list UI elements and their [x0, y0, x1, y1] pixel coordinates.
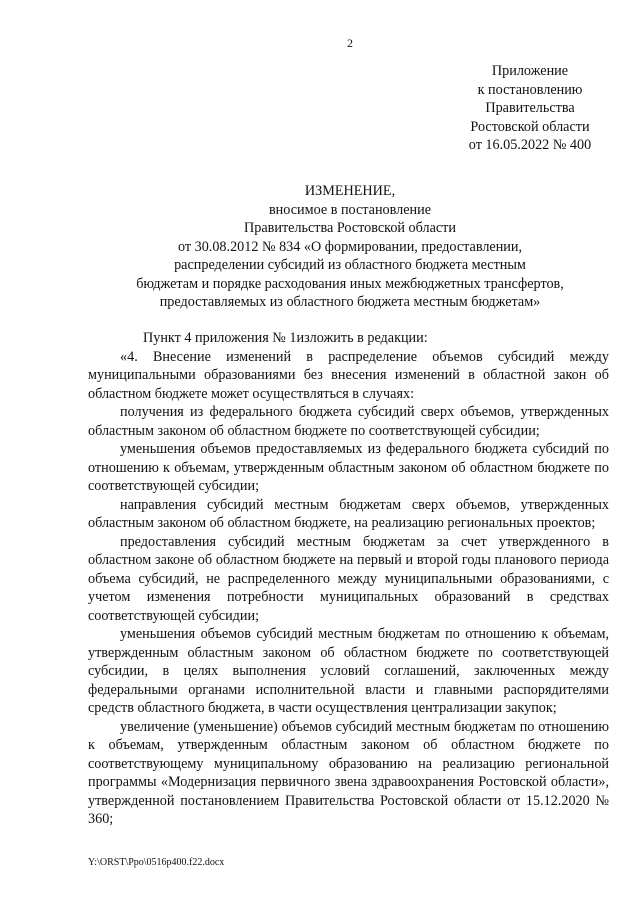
approval-line: Правительства: [485, 100, 575, 116]
title-line: Правительства Ростовской области: [244, 220, 456, 236]
title-line: от 30.08.2012 № 834 «О формировании, предоставлении,: [177, 238, 523, 255]
title-line: распределении субсидий из областного бюджета местным: [174, 257, 526, 273]
intro-paragraph: Пункт 4 приложения № 1изложить в редакции:: [143, 330, 428, 346]
title-heading: ИЗМЕНЕНИЕ,: [304, 183, 396, 199]
body-paragraph: получения из федерального бюджета субсидий сверх объемов, утвержденных областным законом об областном бюджете по соответствующей субсидии;: [88, 404, 609, 439]
body-paragraph: увеличение (уменьшение) объемов субсидий местным бюджетам по отношению к объемам, утвержденным областным законом об областном бюджете по соответствующему муниципальному образованию на реализацию региональной программы «Модернизация первичного звена здравоохранения Ростовской области», утвержденной постановлением Правительства Ростовской области от 15.12.2020 № 360;: [88, 718, 609, 827]
approval-line: от 16.05.2022 № 400: [468, 137, 592, 153]
body-paragraph: предоставления субсидий местным бюджетам за счет утвержденного в областном законе об областном бюджете на первый и второй годы планового периода объема субсидий, не распределенного между муниципальными образованиями, с учетом изменения потребности муниципальных образований в средствах соответствующей субсидии;: [88, 533, 609, 624]
approval-line: к постановлению: [477, 81, 583, 98]
document-body: [88, 329, 609, 829]
document-title: [90, 182, 610, 312]
body-paragraph: направления субсидий местным бюджетам сверх объемов, утвержденных областным законом об областном бюджете, на реализацию региональных проектов;: [88, 496, 609, 531]
approval-line: Ростовской области: [470, 118, 590, 135]
approval-line: Приложение: [491, 63, 569, 79]
page-number: 2: [347, 36, 353, 50]
body-paragraph: «4. Внесение изменений в распределение объемов субсидий между муниципальными образованиями без внесения изменений в областной закон об областном бюджете может осуществляться в случаях:: [88, 348, 609, 402]
approval-stamp: [430, 62, 630, 155]
title-line: предоставляемых из областного бюджета местным бюджетам»: [159, 294, 541, 310]
title-line: бюджетам и порядке расходования иных межбюджетных трансфертов,: [136, 275, 564, 292]
title-line: вносимое в постановление: [268, 201, 432, 218]
file-path-footer: Y:\ORST\Ppo\0516p400.f22.docx: [88, 857, 225, 868]
body-paragraph: уменьшения объемов субсидий местным бюджетам по отношению к объемам, утвержденным областным законом об областном бюджете по соответствующей субсидии, в целях выполнения условий соглашений, заключенных между федеральными органами исполнительной власти и главными распорядителями средств областного бюджета, в части осуществления централизации закупок;: [88, 626, 609, 716]
body-paragraph: уменьшения объемов предоставляемых из федерального бюджета субсидий по отношению к объемам, утвержденным областным законом об областном бюджете по соответствующей субсидии;: [88, 441, 609, 494]
